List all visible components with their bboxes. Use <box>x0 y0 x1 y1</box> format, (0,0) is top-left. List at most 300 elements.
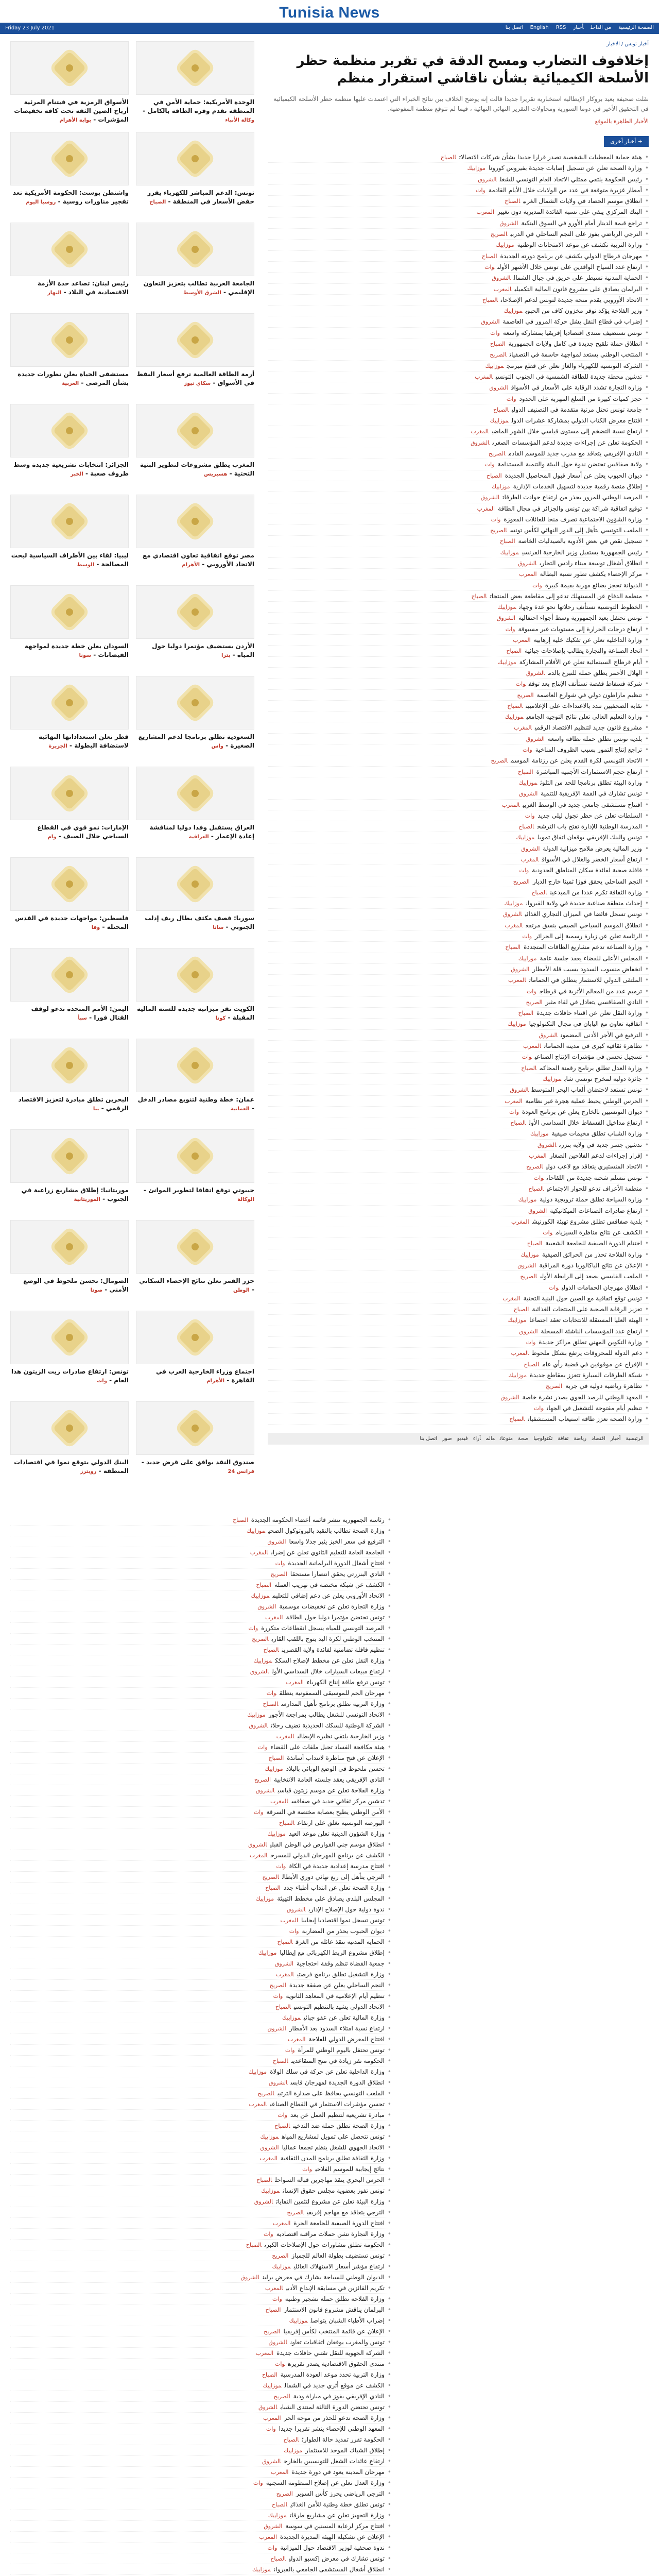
headline-source[interactable]: المغرب <box>249 1852 268 1859</box>
card-source[interactable]: وات <box>97 1378 107 1384</box>
card-title-text[interactable]: جزر القمر تعلن نتائج الإحصاء السكاني <box>139 1277 254 1284</box>
headline-link[interactable]: مهرجان المدينة يعود في دورة جديدة <box>291 2468 385 2476</box>
headline-source[interactable]: الصباح <box>510 1120 526 1127</box>
headline-link[interactable]: مبادرة تشريعية لتنظيم العمل عن بعد <box>290 2111 385 2119</box>
card-title-text[interactable]: واشنطن بوست: الحكومة الأمريكية تعد تفجير مناورات روسية <box>12 189 129 205</box>
headline-source[interactable]: الصريح <box>526 998 543 1006</box>
headline-source[interactable]: الشروق <box>539 1031 558 1039</box>
headline-source[interactable]: موزاييك <box>247 1528 266 1534</box>
card-title-text[interactable]: أزمة الطاقة العالمية ترفع أسعار النفط في الأسواق <box>136 370 254 386</box>
list-item[interactable] <box>10 1634 391 1645</box>
headline-source[interactable]: الشروق <box>254 2198 273 2205</box>
card-title[interactable]: الوحدة الأمريكية: حماية الأمن في المنطقة تقدم وفرة الطاقة بالكامل - وكالة الأنباء <box>143 98 254 123</box>
headline-source[interactable]: الشروق <box>517 1262 536 1269</box>
headline-link[interactable]: ترميم عدد من المعالم الأثرية في قرطاج <box>540 987 642 995</box>
headline-source[interactable]: الصباح <box>518 1010 534 1017</box>
headline-link[interactable]: اتحاد الصناعة والتجارة يطالب بإصلاحات جبائية <box>525 647 642 655</box>
headline-source[interactable]: وات <box>533 1174 544 1181</box>
headline-source[interactable]: موزاييك <box>272 2263 291 2270</box>
list-item[interactable] <box>268 1304 649 1315</box>
headline-source[interactable]: موزاييك <box>289 2317 308 2324</box>
list-item[interactable] <box>10 1937 391 1947</box>
card-title-text[interactable]: الوحدة الأمريكية: حماية الأمن في المنطقة تقدم وفرة الطاقة بالكامل <box>147 98 254 114</box>
card-title[interactable]: اجتماع وزراء الخارجية العرب في القاهرة - الأهرام <box>155 1368 254 1384</box>
headline-link[interactable]: مهرجان قرطاج الدولي يكشف عن برنامج دورته الجديدة <box>500 252 642 260</box>
list-item[interactable] <box>268 1161 649 1172</box>
news-card[interactable] <box>10 857 129 938</box>
headline-source[interactable]: الصريح <box>526 1163 543 1171</box>
headline-source[interactable]: الشروق <box>489 384 508 392</box>
list-item[interactable] <box>10 1828 391 1839</box>
headline-source[interactable]: المغرب <box>508 977 526 984</box>
list-item[interactable] <box>268 1337 649 1348</box>
headline-source[interactable]: الصباح <box>256 1582 272 1588</box>
list-item[interactable] <box>268 1183 649 1194</box>
list-item[interactable] <box>10 2056 391 2066</box>
headline-link[interactable]: إضراب في قطاع النقل يشل حركة المرور في العاصمة <box>502 318 642 326</box>
card-thumbnail[interactable] <box>10 1311 129 1364</box>
card-title-text[interactable]: السعودية تطلق برنامجا لدعم المشاريع الصغيرة <box>138 733 254 749</box>
card-title[interactable]: الإمارات: نمو قوي في القطاع السياحي خلال الصيف - وام <box>37 824 129 840</box>
headline-source[interactable]: موزاييك <box>247 1711 266 1718</box>
category-link[interactable]: اقتصاد <box>591 1436 605 1442</box>
card-title[interactable]: موريتانيا: إطلاق مشاريع زراعية في الجنوب - الموريتانية <box>21 1187 129 1202</box>
card-source[interactable]: سكاي نيوز <box>184 381 211 386</box>
headline-source[interactable]: موزاييك <box>516 834 535 841</box>
headline-link[interactable]: إطلاق الشباك الموحد للاستثمار <box>305 2447 385 2454</box>
headline-source[interactable]: الصباح <box>274 2123 290 2129</box>
card-thumbnail[interactable] <box>10 313 129 367</box>
headline-source[interactable]: المغرب <box>475 373 493 380</box>
headline-link[interactable]: وزارة البيئة تطلق برنامجا للحد من التلوث <box>540 778 642 786</box>
headline-link[interactable]: انطلاق موسم الحصاد في ولايات الشمال الغربي <box>523 197 642 205</box>
headline-link[interactable]: افتتاح مستشفى جامعي جديد في الوسط الغربي <box>523 801 642 808</box>
list-item[interactable] <box>10 2283 391 2294</box>
top-nav-link[interactable]: RSS <box>556 25 566 30</box>
headline-link[interactable]: تظاهرة ثقافية كبرى في مدينة الحمامات <box>544 1042 642 1050</box>
headline-source[interactable]: الصريح <box>270 1571 287 1578</box>
card-title[interactable]: الجزائر: انتخابات تشريعية جديدة وسط ظروف صعبة - الخبر <box>13 461 129 477</box>
card-source[interactable]: العمانية <box>230 1106 250 1112</box>
headline-source[interactable]: الصباح <box>506 648 522 655</box>
list-item[interactable] <box>10 1709 391 1720</box>
headline-source[interactable]: الصباح <box>262 2371 278 2378</box>
list-item[interactable] <box>268 909 649 920</box>
list-item[interactable] <box>268 437 649 448</box>
card-title[interactable]: فلسطين: مواجهات جديدة في القدس المحتلة - وفا <box>15 914 129 930</box>
headline-link[interactable]: وزارة النقل تعلن عن اقتناء حافلات جديدة <box>536 1009 642 1017</box>
headline-link[interactable]: بلدية صفاقس تطلق مشروع تهيئة الكورنيش <box>532 1217 642 1225</box>
headline-source[interactable]: وات <box>266 1690 276 1697</box>
headline-source[interactable]: موزاييك <box>263 2382 282 2389</box>
headline-source[interactable]: الشروق <box>500 1394 519 1401</box>
list-item[interactable] <box>268 788 649 799</box>
headline-link[interactable]: الديوان الوطني للسياحة يشارك في معرض برلين <box>262 2274 385 2281</box>
list-item[interactable] <box>268 1030 649 1041</box>
list-item[interactable] <box>268 843 649 854</box>
headline-link[interactable]: الملعب القابسي يصعد إلى الرابطة الأولى <box>540 1273 642 1280</box>
headline-source[interactable]: الشروق <box>267 1538 286 1545</box>
card-title[interactable]: المغرب يطلق مشروعات لتطوير البنية التحتية - هسبريس <box>140 461 254 477</box>
list-item[interactable] <box>268 492 649 503</box>
list-item[interactable] <box>10 1612 391 1623</box>
headline-link[interactable]: وزارة البيئة تعلن عن مشروع لتثمين النفايات <box>276 2198 385 2205</box>
headline-link[interactable]: المنتخب الوطني يستعد لمواجهة حاسمة في التصفيات <box>509 351 642 359</box>
list-item[interactable] <box>268 953 649 964</box>
card-title-text[interactable]: العراق يستقبل وفدا دوليا لمناقشة إعادة الإعمار <box>149 824 254 840</box>
headline-link[interactable]: ارتفاع أسعار الخضر والغلال في الأسواق <box>542 856 642 863</box>
headline-link[interactable]: الهلال الأحمر يطلق حملة للتبرع بالدم <box>548 669 642 676</box>
headline-source[interactable]: الصباح <box>256 2177 272 2183</box>
list-item[interactable] <box>268 942 649 953</box>
list-item[interactable] <box>10 1645 391 1655</box>
headline-source[interactable]: الصباح <box>499 538 515 545</box>
card-thumbnail[interactable] <box>10 41 129 95</box>
card-thumbnail[interactable] <box>10 676 129 730</box>
news-card[interactable] <box>136 1039 254 1119</box>
headline-source[interactable]: المغرب <box>263 2415 281 2421</box>
headline-source[interactable]: الصباح <box>263 1647 279 1653</box>
list-item[interactable] <box>10 2564 391 2575</box>
headline-link[interactable]: إطلاق مشروع الربط الكهربائي مع إيطاليا <box>280 1949 385 1956</box>
list-item[interactable] <box>268 1403 649 1414</box>
headline-source[interactable]: الصباح <box>265 1885 281 1891</box>
headline-link[interactable]: تونس تستعد لاحتضان ألعاب البحر المتوسط <box>531 1086 642 1094</box>
headline-link[interactable]: أمطار غزيرة متوقعة في عدد من الولايات خلال الأيام القادمة <box>488 186 642 194</box>
card-title-text[interactable]: المغرب يطلق مشروعات لتطوير البنية التحتية <box>140 461 254 477</box>
list-item[interactable] <box>10 1536 391 1547</box>
list-item[interactable] <box>10 2196 391 2207</box>
headline-link[interactable]: مركز الإحصاء يكشف تطور نسبة البطالة <box>540 570 642 578</box>
headline-link[interactable]: البرلمان يناقش مشروع قانون الاستثمار <box>284 2306 385 2313</box>
headline-link[interactable]: تونس ترفع طاقة إنتاج الكهرباء <box>306 1679 385 1686</box>
headline-link[interactable]: الإفراج عن موقوفين في قضية رأي عام <box>542 1360 642 1368</box>
headline-source[interactable]: الصباح <box>246 2242 262 2248</box>
card-thumbnail[interactable] <box>136 767 254 820</box>
list-item[interactable] <box>268 218 649 229</box>
list-item[interactable] <box>268 1063 649 1074</box>
headline-link[interactable]: ارتفاع حجم الاستثمارات الأجنبية المباشرة <box>536 768 642 775</box>
list-item[interactable] <box>268 1084 649 1095</box>
headline-source[interactable]: موزاييك <box>504 308 523 315</box>
list-item[interactable] <box>10 2207 391 2218</box>
headline-link[interactable]: دعم الدولة للمحروقات يرتفع بشكل ملحوظ <box>532 1349 642 1357</box>
headline-link[interactable]: قافلة صحية لفائدة سكان المناطق الحدودية <box>532 867 642 874</box>
card-thumbnail[interactable] <box>10 132 129 185</box>
headline-link[interactable]: ارتفاع مداخيل الفسفاط خلال السداسي الأول <box>529 1119 642 1127</box>
headline-source[interactable]: موزاييك <box>255 1895 274 1902</box>
headline-source[interactable]: الشروق <box>249 1722 268 1729</box>
headline-source[interactable]: موزاييك <box>265 1766 283 1772</box>
headline-source[interactable]: الشروق <box>517 560 537 567</box>
headline-source[interactable]: وات <box>522 1054 532 1061</box>
card-source[interactable]: صونا <box>90 1287 103 1293</box>
list-item[interactable] <box>10 2553 391 2564</box>
list-item[interactable] <box>268 1008 649 1019</box>
list-item[interactable] <box>10 2424 391 2434</box>
headline-link[interactable]: جامعة تونس تحتل مرتبة متقدمة في التصنيف الدولي <box>512 405 642 413</box>
news-card[interactable] <box>136 767 254 847</box>
headline-source[interactable]: وات <box>275 1560 285 1567</box>
headline-source[interactable]: وات <box>257 1744 268 1751</box>
news-card[interactable] <box>136 495 254 575</box>
headline-link[interactable]: وزارة النقل تعلن عن مخطط لإصلاح السكك <box>275 1657 385 1664</box>
card-title[interactable]: الصومال: تحسن ملحوظ في الوضع الأمني - صونا <box>23 1277 129 1293</box>
headline-link[interactable]: وزارة العدل تطلق برنامج رقمنة المحاكم <box>540 1064 642 1072</box>
list-item[interactable] <box>10 2229 391 2240</box>
list-item[interactable] <box>10 1785 391 1796</box>
list-item[interactable] <box>268 624 649 635</box>
headline-link[interactable]: وزارة التجارة تعلن عن تخفيضات موسمية <box>279 1603 385 1610</box>
headline-link[interactable]: تدشين مركز ثقافي جديد في صفاقس <box>291 1798 385 1805</box>
headline-source[interactable]: الشروق <box>511 965 530 973</box>
headline-link[interactable]: نقابة الصحفيين تندد بالاعتداءات على الإعلاميين <box>526 702 642 709</box>
card-title-text[interactable]: سوريا: قصف مكثف يطال ريف إدلب الجنوبي <box>145 914 254 930</box>
list-item[interactable] <box>268 251 649 262</box>
card-source[interactable]: الجزيرة <box>48 743 67 749</box>
headline-source[interactable]: الصباح <box>507 702 523 709</box>
news-card[interactable] <box>10 1311 129 1391</box>
headline-source[interactable]: الشروق <box>481 318 500 326</box>
card-source[interactable]: سانا <box>213 925 224 930</box>
card-source[interactable]: بنا <box>93 1106 99 1112</box>
list-item[interactable] <box>10 2002 391 2012</box>
list-item[interactable] <box>268 525 649 536</box>
list-item[interactable] <box>268 1326 649 1337</box>
list-item[interactable] <box>10 2175 391 2185</box>
headline-link[interactable]: وزارة الشؤون الدينية تعلن موعد العيد <box>289 1830 385 1837</box>
headline-source[interactable]: الشروق <box>274 1960 293 1967</box>
headline-source[interactable]: وات <box>273 1993 283 1999</box>
headline-link[interactable]: وزارة الشباب تطلق مخيمات صيفية <box>551 1130 642 1138</box>
list-item[interactable] <box>10 2402 391 2413</box>
headline-source[interactable]: موزاييك <box>518 779 537 786</box>
card-source[interactable]: بوابة الأهرام <box>59 117 92 123</box>
headline-link[interactable]: الشركة الجهوية للنقل تقتني حافلات جديدة <box>276 2349 385 2357</box>
headline-link[interactable]: اختتام الدورة الصيفية للجامعة الشعبية <box>545 1240 642 1247</box>
list-item[interactable] <box>268 734 649 744</box>
card-thumbnail[interactable] <box>10 223 129 276</box>
card-title[interactable]: الأردن يستضيف مؤتمرا دوليا حول المياه - بترا <box>152 642 254 658</box>
headline-source[interactable]: وات <box>266 2426 276 2432</box>
list-item[interactable] <box>10 2088 391 2099</box>
list-item[interactable] <box>268 481 649 492</box>
category-link[interactable]: رياضة <box>574 1436 586 1442</box>
list-item[interactable] <box>268 898 649 909</box>
headline-source[interactable]: وات <box>491 516 501 523</box>
list-item[interactable] <box>268 273 649 283</box>
list-item[interactable] <box>10 2110 391 2121</box>
list-item[interactable] <box>10 2467 391 2478</box>
list-item[interactable] <box>10 1731 391 1742</box>
headline-source[interactable]: الشروق <box>264 2523 283 2530</box>
card-title[interactable]: مستشفى الحياة يعلن تطورات جديدة بشأن المرضى - العربية <box>18 370 129 386</box>
list-item[interactable] <box>10 2066 391 2077</box>
headline-link[interactable]: المدرسة الوطنية للإدارة تفتح باب الترشح <box>537 823 642 831</box>
headline-link[interactable]: تونس تحتفل بعيد الجمهورية وسط أجواء احتفالية <box>518 614 642 622</box>
headline-link[interactable]: البنك المركزي يبقي على نسبة الفائدة المديرية دون تغيير <box>497 208 642 216</box>
headline-source[interactable]: المغرب <box>286 1679 304 1686</box>
card-title-text[interactable]: رئيس لبنان: تصاعد حدة الأزمة الاقتصادية في البلاد <box>37 280 129 296</box>
breadcrumb[interactable]: أخبار تونس / الاخبار <box>606 41 649 47</box>
list-item[interactable] <box>10 1677 391 1688</box>
news-card[interactable] <box>136 1129 254 1210</box>
headline-link[interactable]: انطلاق مهرجان الحمامات الدولي <box>561 1283 642 1291</box>
list-item[interactable] <box>10 2348 391 2359</box>
headline-source[interactable]: الصريح <box>264 2328 281 2335</box>
card-source[interactable]: رويترز <box>80 1469 97 1475</box>
list-item[interactable] <box>268 426 649 437</box>
headline-link[interactable]: الاتحاد الأوروبي يعلن عن دعم إضافي للتعليم <box>272 1592 385 1599</box>
card-title-text[interactable]: البحرين تطلق مبادرة لتعزيز الاقتصاد الرقمي <box>18 1096 129 1112</box>
list-item[interactable] <box>268 1216 649 1227</box>
card-thumbnail[interactable] <box>10 857 129 911</box>
card-title[interactable]: الجامعة العربية تطالب بتعزيز التعاون الإقليمي - الشرق الأوسط <box>143 280 254 296</box>
card-thumbnail[interactable] <box>136 313 254 367</box>
headline-source[interactable]: وات <box>253 2480 263 2486</box>
headline-link[interactable]: الاتحاد التونسي لكرة القدم يعلن عن رزنامة الموسم <box>511 757 642 765</box>
card-thumbnail[interactable] <box>136 1129 254 1183</box>
list-item[interactable] <box>268 887 649 898</box>
card-source[interactable]: الخبر <box>71 471 83 477</box>
card-source[interactable]: النهار <box>47 290 62 296</box>
headline-source[interactable]: الشروق <box>248 1841 267 1848</box>
headline-link[interactable]: حجز كميات كبيرة من السلع المهربة على الحدود <box>519 395 642 402</box>
headline-source[interactable]: الصباح <box>279 1820 294 1826</box>
list-item[interactable] <box>10 1601 391 1612</box>
list-item[interactable] <box>10 1623 391 1634</box>
headline-link[interactable]: ندوة صحفية لوزير الاقتصاد حول الميزانية <box>280 2544 385 2551</box>
headline-link[interactable]: وزارة الثقافة تكرم عددا من المبدعين <box>550 888 642 896</box>
headline-link[interactable]: تدشين محطة جديدة للطاقة الشمسية في الجنوب التونسي <box>495 372 642 380</box>
headline-source[interactable]: المغرب <box>505 1097 523 1105</box>
list-item[interactable] <box>10 1699 391 1709</box>
list-item[interactable] <box>10 2261 391 2272</box>
card-title-text[interactable]: اجتماع وزراء الخارجية العرب في القاهرة <box>155 1368 254 1384</box>
headline-source[interactable]: موزاييك <box>530 1130 549 1138</box>
list-item[interactable] <box>10 1980 391 1991</box>
headline-link[interactable]: انطلاق أشغال المستشفى الجامعي بالقيروان <box>274 2566 385 2573</box>
headline-link[interactable]: وزارة التربية تكشف عن موعد الامتحانات الوطنية <box>517 241 642 249</box>
top-nav-link[interactable]: اتصل بنا <box>505 25 523 30</box>
list-item[interactable] <box>268 196 649 207</box>
list-item[interactable] <box>268 1128 649 1139</box>
headline-link[interactable]: انخفاض منسوب السدود بسبب قلة الأمطار <box>532 965 642 973</box>
list-item[interactable] <box>268 1260 649 1271</box>
list-item[interactable] <box>10 2337 391 2348</box>
headline-link[interactable]: وزارة التعليم العالي تعلن نتائج التوجيه الجامعي <box>526 713 642 721</box>
headline-source[interactable]: الصباح <box>275 2004 291 2010</box>
headline-source[interactable]: الشروق <box>257 1603 276 1610</box>
list-item[interactable] <box>10 2478 391 2488</box>
list-item[interactable] <box>10 2488 391 2499</box>
headline-link[interactable]: ارتفاع عدد المؤسسات الناشئة المسجلة <box>541 1327 642 1335</box>
headline-source[interactable]: الصباح <box>265 2307 281 2313</box>
list-item[interactable] <box>10 2510 391 2521</box>
headline-source[interactable]: المغرب <box>476 209 494 216</box>
headline-link[interactable]: افتتاح مدرسة إعدادية جديدة في الكاف <box>289 1862 385 1870</box>
headline-source[interactable]: موزاييك <box>248 2069 267 2075</box>
site-logo[interactable]: Tunisia News <box>279 4 380 21</box>
headline-source[interactable]: الصباح <box>505 198 521 205</box>
card-title-text[interactable]: البنك الدولي يتوقع نموا في اقتصادات المنطقة <box>14 1459 129 1475</box>
list-item[interactable] <box>10 1774 391 1785</box>
headline-link[interactable]: الحرس الوطني يحبط عملية هجرة غير نظامية <box>525 1097 642 1105</box>
headline-source[interactable]: الصباح <box>272 2501 288 2508</box>
list-item[interactable] <box>10 2380 391 2391</box>
list-item[interactable] <box>268 1381 649 1392</box>
headline-source[interactable]: الصباح <box>531 889 547 896</box>
headline-link[interactable]: وزارة العدل تعلن عن إصلاح المنظومة السجنية <box>266 2479 385 2486</box>
headline-link[interactable]: ولاية صفاقس تحتضن ندوة حول البيئة والتنمية المستدامة <box>497 461 642 468</box>
card-title[interactable]: رئيس لبنان: تصاعد حدة الأزمة الاقتصادية في البلاد - النهار <box>37 280 129 296</box>
headline-link[interactable]: النادي الإفريقي يتعاقد مع مدرب جديد للموسم القادم <box>508 450 642 457</box>
list-item[interactable] <box>10 2413 391 2424</box>
headline-link[interactable]: الجامعة العامة للتعليم الثانوي تعلن عن إضراب <box>271 1549 385 1556</box>
headline-source[interactable]: موزاييك <box>260 2133 279 2140</box>
headline-source[interactable]: موزاييك <box>258 1950 277 1956</box>
headline-source[interactable]: الصباح <box>493 406 509 413</box>
headline-source[interactable]: المغرب <box>513 637 531 644</box>
list-item[interactable] <box>10 1547 391 1558</box>
card-thumbnail[interactable] <box>136 585 254 639</box>
news-card[interactable] <box>136 404 254 484</box>
headline-source[interactable]: الشروق <box>287 1906 306 1913</box>
headline-link[interactable]: الترجي الرياضي يفوز على النجم الساحلي في الدربي <box>510 230 642 238</box>
list-item[interactable] <box>268 854 649 865</box>
list-item[interactable] <box>268 635 649 646</box>
headline-source[interactable]: وات <box>248 1625 258 1632</box>
list-item[interactable] <box>268 1282 649 1293</box>
news-card[interactable] <box>136 1311 254 1391</box>
card-thumbnail[interactable] <box>136 1220 254 1274</box>
headline-source[interactable]: الصباح <box>482 296 498 303</box>
list-item[interactable] <box>10 1753 391 1764</box>
headline-source[interactable]: الصريح <box>269 1982 286 1989</box>
list-item[interactable] <box>10 2099 391 2110</box>
headline-source[interactable]: المغرب <box>276 1733 294 1740</box>
headline-source[interactable]: المغرب <box>493 285 512 293</box>
card-thumbnail[interactable] <box>136 223 254 276</box>
card-source[interactable]: روسيا اليوم <box>26 199 56 205</box>
list-item[interactable] <box>268 1194 649 1205</box>
list-item[interactable] <box>268 1150 649 1161</box>
headline-source[interactable]: الشروق <box>503 911 522 918</box>
card-title-text[interactable]: تونس: الدعم المباشر للكهرباء يقرر خفض الأسعار في المنطقة <box>147 189 254 205</box>
news-card[interactable] <box>136 1220 254 1300</box>
card-source[interactable]: سونا <box>79 653 92 658</box>
card-source[interactable]: الموريتانية <box>74 1197 100 1202</box>
headline-link[interactable]: رئيس الجمهورية يستقبل وزير الخارجية الفرنسي <box>522 548 642 556</box>
headline-source[interactable]: الشروق <box>537 1141 557 1148</box>
headline-link[interactable]: المعهد الوطني للرصد الجوي يصدر نشرة خاصة <box>522 1393 642 1401</box>
headline-link[interactable]: تنظيم قافلة تضامنية لفائدة ولاية القصرين <box>282 1646 385 1653</box>
headline-link[interactable]: المرصد الوطني للمرور يحذر من ارتفاع حوادث الطرقات <box>502 494 642 501</box>
list-item[interactable] <box>268 832 649 843</box>
headline-link[interactable]: وزارة التجارة تشدد الرقابة على الأسعار في الأسواق <box>511 384 642 392</box>
top-nav-link[interactable]: English <box>530 25 549 30</box>
headline-link[interactable]: السلطات تعلن عن حظر تجول ليلي جديد <box>537 811 642 819</box>
headline-link[interactable]: ديوان التونسيين بالخارج يعلن عن برنامج العودة <box>522 1108 642 1115</box>
headline-source[interactable]: موزاييك <box>491 483 510 490</box>
headline-source[interactable]: الصباح <box>490 341 506 348</box>
card-source[interactable]: فرانس 24 <box>228 1469 254 1475</box>
list-item[interactable] <box>268 361 649 371</box>
card-title-text[interactable]: تونس: ارتفاع صادرات زيت الزيتون هذا العام <box>11 1368 129 1384</box>
card-title[interactable]: جزر القمر تعلن نتائج الإحصاء السكاني - الوطن <box>139 1277 254 1293</box>
card-thumbnail[interactable] <box>136 676 254 730</box>
headline-link[interactable]: وزارة الصحة تدعو للحذر من موجة الحر <box>284 2414 385 2421</box>
